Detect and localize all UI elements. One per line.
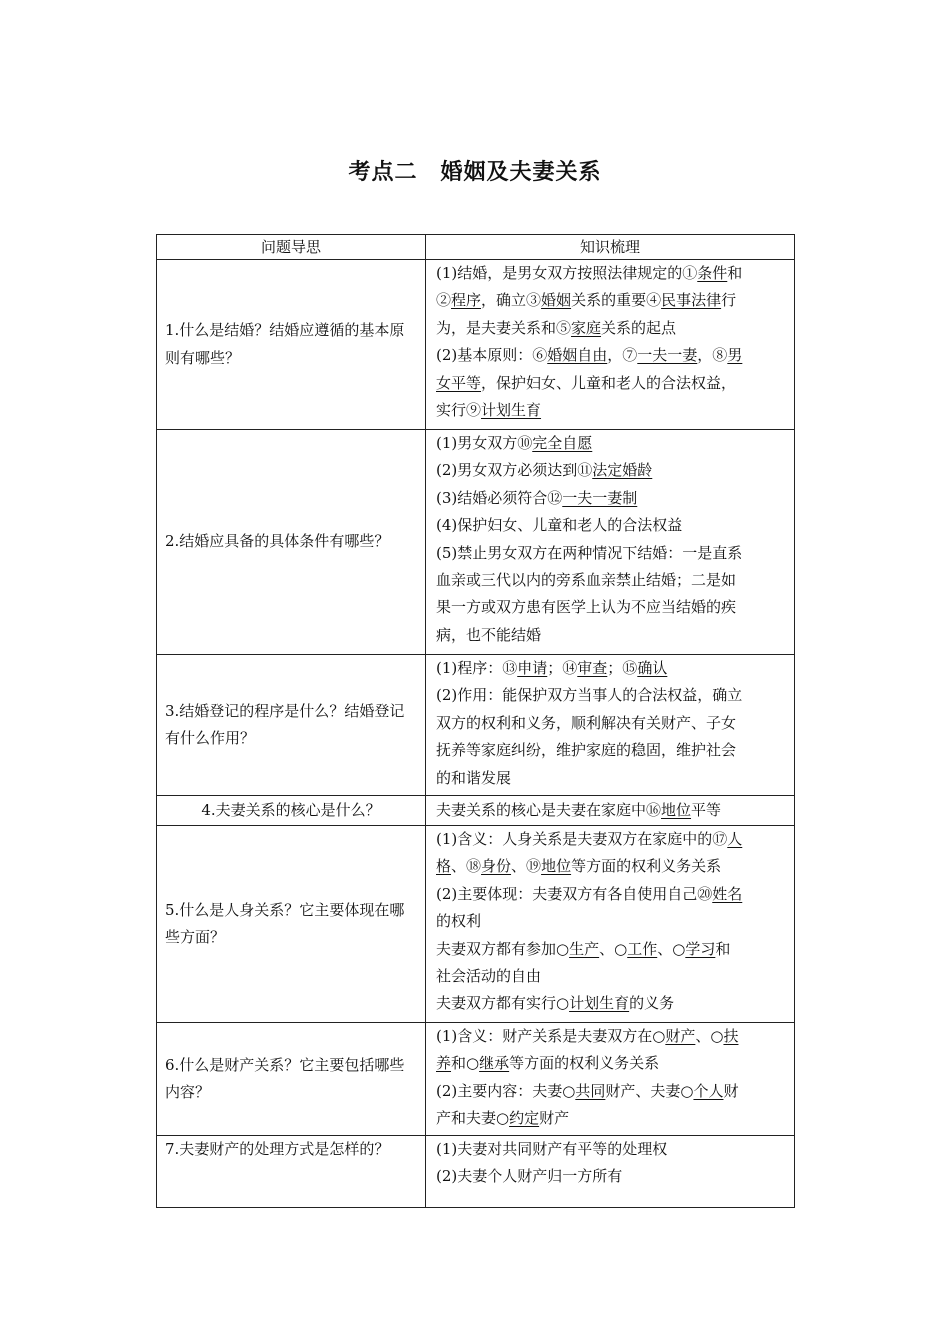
- answer-cell: [426, 655, 795, 796]
- answer-line: [436, 655, 786, 682]
- answer-text: (1)男女双方⑩: [436, 434, 533, 452]
- answer-blank: 人: [727, 830, 743, 848]
- answer-line: [436, 342, 786, 369]
- answer-line: [436, 430, 786, 457]
- answer-blank: 养: [436, 1054, 452, 1073]
- answer-text: 等方面的权利义务关系: [509, 1054, 660, 1073]
- answer-blank: 女平等: [436, 373, 482, 392]
- answer-blank: 男: [727, 346, 743, 365]
- answer-text: ，⑦: [607, 346, 638, 365]
- answer-blank: 一夫一妻: [637, 346, 698, 365]
- answer-line: [436, 315, 786, 342]
- answer-text: 财产、夫妻○: [605, 1081, 694, 1100]
- answer-blank: 家庭: [571, 318, 602, 337]
- answer-blank: 民事法律: [661, 291, 722, 310]
- answer-line: [436, 797, 786, 824]
- answer-text: ，⑧: [697, 346, 728, 365]
- answer-blank: 完全自愿: [532, 434, 593, 452]
- answer-text: 和: [727, 264, 743, 282]
- question-cell: 5.什么是人身关系？它主要体现在哪些方面？: [157, 826, 426, 1023]
- answer-blank: 程序: [451, 291, 482, 310]
- answer-text: 为，是夫妻关系和⑤: [436, 318, 572, 337]
- answer-text: 血亲或三代以内的旁系血亲禁止结婚；二是如: [436, 571, 737, 590]
- answer-text: ②: [436, 291, 452, 310]
- answer-cell: [426, 1023, 795, 1136]
- answer-line: [436, 908, 786, 935]
- answer-text: (3)结婚必须符合⑫: [436, 488, 563, 507]
- answer-text: (2)主要体现：夫妻双方有各自使用自己⑳: [436, 884, 713, 903]
- table-row: [157, 826, 795, 1023]
- answer-text: 和: [715, 939, 731, 958]
- answer-text: 关系的起点: [601, 318, 677, 337]
- answer-text: 的义务: [629, 994, 675, 1013]
- answer-blank: 财产: [665, 1027, 696, 1045]
- answer-text: 夫妻关系的核心是夫妻在家庭中⑯: [436, 800, 662, 819]
- page-title: 考点二 婚姻及夫妻关系: [348, 160, 602, 185]
- answer-text: (1)结婚，是男女双方按照法律规定的①: [436, 264, 698, 282]
- answer-line: [436, 622, 786, 649]
- answer-blank: 婚姻: [541, 291, 572, 310]
- question-cell: 6.什么是财产关系？它主要包括哪些内容？: [157, 1023, 426, 1136]
- answer-text: 行: [721, 291, 737, 310]
- table-row: [157, 1023, 795, 1136]
- answer-text: 夫妻双方都有参加○: [436, 939, 570, 958]
- answer-cell: [426, 430, 795, 655]
- answer-text: 、○: [599, 939, 628, 958]
- question-cell: 7.夫妻财产的处理方式是怎样的？: [157, 1136, 426, 1208]
- answer-blank: 学习: [685, 939, 716, 958]
- answer-line: [436, 540, 786, 567]
- table-row: [157, 260, 795, 430]
- question-cell: 3.结婚登记的程序是什么？结婚登记有什么作用？: [157, 655, 426, 796]
- answer-blank: 地位: [541, 857, 572, 876]
- answer-line: [436, 881, 786, 908]
- answer-text: 平等: [691, 800, 722, 819]
- answer-text: (1)含义：财产关系是夫妻双方在○: [436, 1027, 666, 1045]
- answer-text: 双方的权利和义务，顺利解决有关财产、子女: [436, 713, 737, 732]
- answer-blank: 姓名: [712, 884, 743, 903]
- answer-text: 社会活动的自由: [436, 967, 542, 986]
- answer-blank: 申请: [517, 659, 548, 677]
- answer-text: (2)基本原则：⑥: [436, 346, 548, 365]
- answer-cell: [426, 260, 795, 430]
- answer-text: ；⑮: [607, 659, 638, 677]
- answer-text: 、⑱: [451, 857, 482, 876]
- answer-line: [436, 737, 786, 764]
- answer-text: 夫妻双方都有实行○: [436, 994, 570, 1013]
- table-row: [157, 655, 795, 796]
- answer-line: [436, 1023, 786, 1050]
- question-cell: 2.结婚应具备的具体条件有哪些？: [157, 430, 426, 655]
- answer-text: (2)男女双方必须达到⑪: [436, 461, 593, 480]
- table-row: [157, 430, 795, 655]
- answer-line: [436, 682, 786, 709]
- answer-blank: 确认: [637, 659, 668, 677]
- answer-text: (5)禁止男女双方在两种情况下结婚：一是直系: [436, 543, 743, 562]
- answer-text: 、○: [657, 939, 686, 958]
- answer-text: (2)主要内容：夫妻○: [436, 1081, 576, 1100]
- answer-line: [436, 512, 786, 539]
- answer-blank: 工作: [627, 939, 658, 958]
- answer-line: [436, 1078, 786, 1105]
- answer-text: 果一方或双方患有医学上认为不应当结婚的疾: [436, 598, 737, 617]
- answer-text: 的权利: [436, 912, 482, 931]
- answer-line: [436, 710, 786, 737]
- answer-line: [436, 936, 786, 963]
- answer-text: 产和夫妻○: [436, 1109, 510, 1128]
- answer-text: (1)夫妻对共同财产有平等的处理权: [436, 1140, 668, 1158]
- answer-text: (2)作用：能保护双方当事人的合法权益，确立: [436, 686, 743, 705]
- answer-text: 和○: [451, 1054, 480, 1073]
- answer-line: [436, 594, 786, 621]
- answer-text: (1)含义：人身关系是夫妻双方在家庭中的⑰: [436, 830, 728, 848]
- answer-text: 、⑲: [511, 857, 542, 876]
- answer-line: [436, 370, 786, 397]
- answer-blank: 一夫一妻制: [562, 488, 638, 507]
- answer-cell: [426, 826, 795, 1023]
- knowledge-table: [156, 234, 795, 1208]
- answer-blank: 计划生育: [481, 401, 542, 420]
- answer-text: ，确立③: [481, 291, 542, 310]
- answer-line: [436, 765, 786, 792]
- answer-text: (1)程序：⑬: [436, 659, 518, 677]
- answer-cell: [426, 1136, 795, 1208]
- answer-blank: 继承: [479, 1054, 510, 1073]
- answer-text: 等方面的权利义务关系: [571, 857, 722, 876]
- answer-blank: 条件: [697, 264, 728, 282]
- answer-line: [436, 1105, 786, 1132]
- answer-text: 的和谐发展: [436, 768, 512, 787]
- answer-text: 抚养等家庭纠纷，维护家庭的稳固，维护社会: [436, 741, 737, 760]
- answer-blank: 格: [436, 857, 452, 876]
- table-row: [157, 1136, 795, 1208]
- answer-text: 财产: [539, 1109, 570, 1128]
- question-cell: 1.什么是结婚？结婚应遵循的基本原则有哪些？: [157, 260, 426, 430]
- answer-line: [436, 1050, 786, 1077]
- table-header-row: [157, 235, 795, 260]
- answer-blank: 婚姻自由: [547, 346, 608, 365]
- answer-blank: 计划生育: [569, 994, 630, 1013]
- header-knowledge: 知识梳理: [426, 235, 795, 260]
- answer-line: [436, 567, 786, 594]
- answer-blank: 法定婚龄: [592, 461, 653, 480]
- answer-text: (2)夫妻个人财产归一方所有: [436, 1167, 623, 1186]
- answer-line: [436, 287, 786, 314]
- answer-blank: 扶: [723, 1027, 739, 1045]
- answer-text: ；⑭: [547, 659, 578, 677]
- question-cell: 4.夫妻关系的核心是什么？: [157, 796, 426, 826]
- answer-line: [436, 853, 786, 880]
- answer-blank: 审查: [577, 659, 608, 677]
- answer-line: [436, 990, 786, 1017]
- answer-blank: 个人: [693, 1081, 724, 1100]
- answer-line: [436, 826, 786, 853]
- answer-blank: 身份: [481, 857, 512, 876]
- header-questions: 问题导思: [157, 235, 426, 260]
- answer-text: ，保护妇女、儿童和老人的合法权益，: [481, 373, 737, 392]
- answer-line: [436, 397, 786, 424]
- answer-line: [436, 260, 786, 287]
- answer-text: 实行⑨: [436, 401, 482, 420]
- answer-blank: 约定: [509, 1109, 540, 1128]
- table-row: [157, 796, 795, 826]
- answer-cell: [426, 796, 795, 826]
- answer-text: 病，也不能结婚: [436, 625, 542, 644]
- answer-text: (4)保护妇女、儿童和老人的合法权益: [436, 516, 683, 535]
- answer-line: [436, 963, 786, 990]
- answer-blank: 共同: [575, 1081, 606, 1100]
- answer-blank: 生产: [569, 939, 600, 958]
- answer-text: 、○: [695, 1027, 724, 1045]
- answer-line: [436, 485, 786, 512]
- answer-blank: 地位: [661, 800, 692, 819]
- answer-line: [436, 1136, 786, 1163]
- answer-line: [436, 1163, 786, 1190]
- answer-text: 财: [723, 1081, 739, 1100]
- answer-line: [436, 457, 786, 484]
- answer-text: 关系的重要④: [571, 291, 662, 310]
